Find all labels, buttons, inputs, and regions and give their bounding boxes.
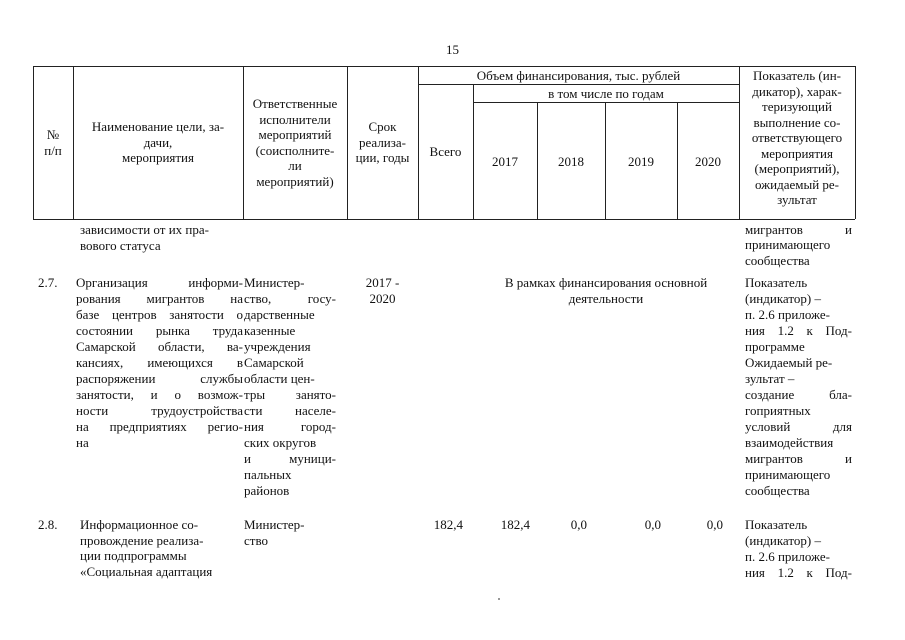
name-line: занятости, и о возмож- [76,387,243,402]
funding-divider [418,84,739,85]
header-bottom-rule [33,219,855,220]
indicator-line: программе [745,339,805,354]
header-funding: Объем финансирования, тыс. рублей [476,68,681,83]
indicator-line: Показатель [745,517,808,532]
indicator-line: принимающего [745,467,831,482]
header-year: 2019 [628,154,654,169]
indicator-line: ния 1.2 к Под- [745,565,852,580]
header-col-border [418,66,419,219]
header-term: Срок реализа- ции, годы [355,119,410,165]
header-year: 2017 [492,154,518,169]
indicator-line: мигрантов и [745,451,852,466]
header-responsible: Ответственные исполнители мероприятий (соисполните- ли мероприятий) [252,96,338,189]
responsible-line: ство, госу- [244,291,336,306]
row-year-value: 0,0 [644,517,661,532]
continued-indicator: принимающего сообщества [745,237,831,268]
name-line: на [76,435,89,450]
years-divider [473,102,739,103]
header-col-border [855,66,856,219]
name-line: ности трудоустройства [76,403,243,418]
name-line: рования мигрантов на [76,291,243,306]
row-year-value: 182,4 [500,517,530,532]
indicator-line: ния 1.2 к Под- [745,323,852,338]
responsible-line: учреждения [244,339,311,354]
continued-name: зависимости от их пра- вового статуса [80,222,209,253]
row-responsible: Министер- ство [244,517,305,548]
row-year-value: 0,0 [706,517,723,532]
row-number: 2.8. [38,517,58,532]
indicator-line: гоприятных [745,403,811,418]
row-term: 2017 - 2020 [365,275,400,306]
responsible-line: области цен- [244,371,315,386]
responsible-line: тры занято- [244,387,336,402]
responsible-line: пальных [244,467,292,482]
header-year: 2018 [558,154,584,169]
header-total: Всего [429,144,462,159]
name-line: состоянии рынка труда [76,323,243,338]
name-line: Самарской области, ва- [76,339,243,354]
responsible-line: дарственные [244,307,315,322]
continued-indicator: мигрантов и [745,222,852,237]
scan-speck [498,598,500,600]
responsible-line: и муници- [244,451,336,466]
name-line: базе центров занятости о [76,307,243,322]
header-indicator: Показатель (ин- дикатор), харак- теризующий выполнение со- ответствующего мероприятия (мероприятий), ожидаемый ре- зультат [751,68,843,207]
header-year: 2020 [695,154,721,169]
indicator-line: Показатель [745,275,808,290]
responsible-line: Министер- [244,275,305,290]
header-col-border [473,84,474,219]
row-name: Информационное со- провождение реализа- ции подпрограммы «Социальная адаптация [80,517,213,579]
responsible-line: ния город- [244,419,336,434]
name-line: распоряжении службы [76,371,243,386]
responsible-line: ских округов [244,435,317,450]
indicator-line: условий для [745,419,852,434]
indicator-line: п. 2.6 приложе- [745,307,830,322]
header-top-rule [33,66,855,67]
row-number: 2.7. [38,275,58,290]
indicator-line: сообщества [745,483,810,498]
responsible-line: Самарской [244,355,304,370]
indicator-line: (индикатор) – [745,291,821,306]
indicator-line: создание бла- [745,387,852,402]
responsible-line: районов [244,483,290,498]
indicator-line: (индикатор) – [745,533,821,548]
indicator-line: зультат – [745,371,795,386]
responsible-line: сти населе- [244,403,336,418]
page-number: 15 [446,42,459,57]
row-total: 182,4 [433,517,463,532]
indicator-line: взаимодействия [745,435,834,450]
header-number: № п/п [44,127,62,158]
row-year-value: 0,0 [570,517,587,532]
name-line: кансиях, имеющихся в [76,355,243,370]
indicator-line: Ожидаемый ре- [745,355,833,370]
header-by-years: в том числе по годам [548,86,664,101]
header-name: Наименование цели, за- дачи, мероприятия [91,119,225,165]
name-line: на предприятиях регио- [76,419,243,434]
indicator-line: п. 2.6 приложе- [745,549,830,564]
funding-note: В рамках финансирования основной деятельности [504,275,708,306]
responsible-line: казенные [244,323,296,338]
name-line: Организация информи- [76,275,243,290]
